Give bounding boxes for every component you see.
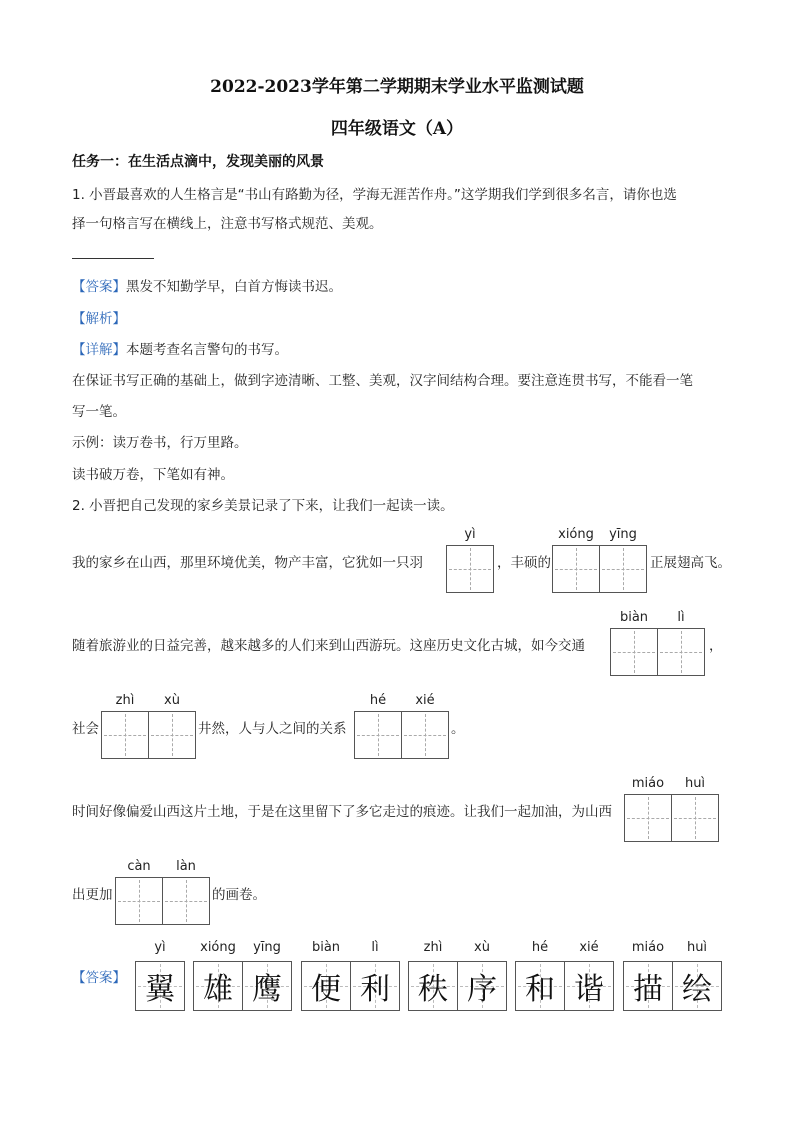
q2-sentence5-end: 的画卷。: [212, 887, 266, 903]
q1-answer: [72, 275, 342, 295]
answer-group-zhi-xu: [408, 940, 507, 1011]
blank-zhi-xu[interactable]: [101, 711, 196, 759]
blank-xiong-ying[interactable]: [552, 545, 647, 593]
answer-char: 描: [633, 972, 663, 1007]
answer-group-he-xie: [515, 940, 614, 1011]
detail-tag: 【详解】: [72, 342, 126, 358]
answer-pinyin: yīng: [253, 940, 281, 955]
answer-cell: [564, 940, 614, 1011]
answer-group-xiong-ying: [193, 940, 292, 1011]
answer-cell: [672, 940, 722, 1011]
answer-tag: 【答案】: [72, 279, 126, 295]
q2-sentence1-text: 我的家乡在山西，那里环境优美，物产丰富，它犹如一只羽: [72, 555, 423, 571]
answer-cell: [408, 940, 458, 1011]
pinyin-yi: yì: [464, 527, 476, 542]
q2-sentence3-mid: 井然，人与人之间的关系: [198, 721, 347, 737]
write-cell[interactable]: [115, 877, 163, 925]
answer-pinyin: xù: [474, 940, 490, 955]
blank-he-xie[interactable]: [354, 711, 449, 759]
answer-pinyin: zhì: [423, 940, 443, 955]
q1-para1-line2: 写一笔。: [72, 404, 126, 420]
pinyin-lan: làn: [176, 859, 196, 874]
write-cell[interactable]: [148, 711, 196, 759]
blank-yi[interactable]: [446, 545, 494, 593]
answer-cell: [135, 940, 185, 1011]
answer-char: 翼: [145, 972, 175, 1007]
pinyin-xie: xié: [415, 693, 435, 708]
pinyin-xu: xù: [164, 693, 180, 708]
answer-cell: [242, 940, 292, 1011]
answer-pinyin: biàn: [311, 940, 341, 955]
q2-sentence4-text: 时间好像偏爱山西这片土地，于是在这里留下了多它走过的痕迹。让我们一起加油，为山西: [72, 804, 612, 820]
answer-char: 鹰: [252, 972, 282, 1007]
pinyin-he: hé: [369, 693, 387, 708]
page-subtitle: 四年级语文（A）: [330, 119, 464, 139]
write-cell[interactable]: [624, 794, 672, 842]
q1-para1-line1: 在保证书写正确的基础上，做到字迹清晰、工整、美观，汉字间结构合理。要注意连贯书写，不能看一笔: [72, 373, 693, 389]
task1-heading: 任务一：在生活点滴中，发现美丽的风景: [72, 154, 324, 170]
q2-sentence2-end: ，: [709, 638, 723, 654]
write-cell[interactable]: [552, 545, 600, 593]
q1-example2: 读书破万卷，下笔如有神。: [72, 467, 234, 483]
answer-pinyin: lì: [371, 940, 379, 955]
q2-sentence1-end: 正展翅高飞。: [650, 555, 731, 571]
answer-text: 黑发不知勤学早，白首方悔读书迟。: [126, 279, 342, 295]
answer-cell: [623, 940, 673, 1011]
answer-char: 秩: [418, 972, 448, 1007]
pinyin-miao: miáo: [631, 776, 665, 791]
write-cell[interactable]: [101, 711, 149, 759]
answer-pinyin: xié: [579, 940, 599, 955]
pinyin-bian: biàn: [619, 610, 649, 625]
answer-char: 序: [467, 972, 497, 1007]
write-cell[interactable]: [599, 545, 647, 593]
answer-pinyin: miáo: [631, 940, 665, 955]
q2-sentence1-mid: ，丰硕的: [497, 555, 551, 571]
answer-cell: [457, 940, 507, 1011]
q2-sentence3-start: 社会: [72, 721, 99, 737]
q1-answer-line[interactable]: [72, 258, 154, 259]
answer-pinyin: hé: [531, 940, 549, 955]
q2-answer-tag: 【答案】: [72, 970, 126, 986]
q1-detail: [72, 338, 288, 358]
answer-char: 和: [525, 972, 555, 1007]
answer-cell: [193, 940, 243, 1011]
page-title: 2022-2023学年第二学期期末学业水平监测试题: [210, 77, 584, 97]
answer-cell: [301, 940, 351, 1011]
answer-pinyin: xióng: [200, 940, 236, 955]
answer-pinyin: yì: [154, 940, 166, 955]
answer-char: 利: [360, 972, 390, 1007]
q2-sentence3-end: 。: [451, 721, 465, 737]
q1-line1: 1. 小晋最喜欢的人生格言是“书山有路勤为径，学海无涯苦作舟。”这学期我们学到很多名言，请你也选: [72, 187, 677, 203]
q1-line2: 择一句格言写在横线上，注意书写格式规范、美观。: [72, 216, 383, 232]
answer-char: 绘: [682, 972, 712, 1007]
pinyin-ying: yīng: [609, 527, 637, 542]
q2-intro: 2. 小晋把自己发现的家乡美景记录了下来，让我们一起读一读。: [72, 498, 454, 514]
write-cell[interactable]: [671, 794, 719, 842]
pinyin-xiong: xióng: [558, 527, 594, 542]
pinyin-can: càn: [127, 859, 151, 874]
answer-group-miao-hui: [623, 940, 722, 1011]
write-cell[interactable]: [162, 877, 210, 925]
answer-cell: [350, 940, 400, 1011]
blank-miao-hui[interactable]: [624, 794, 719, 842]
blank-bian-li[interactable]: [610, 628, 705, 676]
analysis-tag: 【解析】: [72, 311, 126, 327]
answer-group-bian-li: [301, 940, 400, 1011]
answer-cell: [515, 940, 565, 1011]
q2-sentence2-text: 随着旅游业的日益完善，越来越多的人们来到山西游玩。这座历史文化古城，如今交通: [72, 638, 585, 654]
answer-char: 谐: [574, 972, 604, 1007]
pinyin-hui: huì: [684, 776, 706, 791]
q2-sentence5-start: 出更加: [72, 887, 113, 903]
write-cell[interactable]: [401, 711, 449, 759]
write-cell[interactable]: [354, 711, 402, 759]
q1-example1: 示例：读万卷书，行万里路。: [72, 435, 248, 451]
blank-can-lan[interactable]: [115, 877, 210, 925]
pinyin-li: lì: [677, 610, 685, 625]
answer-char: 便: [311, 972, 341, 1007]
write-cell[interactable]: [446, 545, 494, 593]
detail-text: 本题考查名言警句的书写。: [126, 342, 288, 358]
write-cell[interactable]: [610, 628, 658, 676]
answer-char: 雄: [203, 972, 233, 1007]
pinyin-zhi: zhì: [115, 693, 135, 708]
answer-group-yi: [135, 940, 185, 1011]
write-cell[interactable]: [657, 628, 705, 676]
answer-pinyin: huì: [686, 940, 708, 955]
